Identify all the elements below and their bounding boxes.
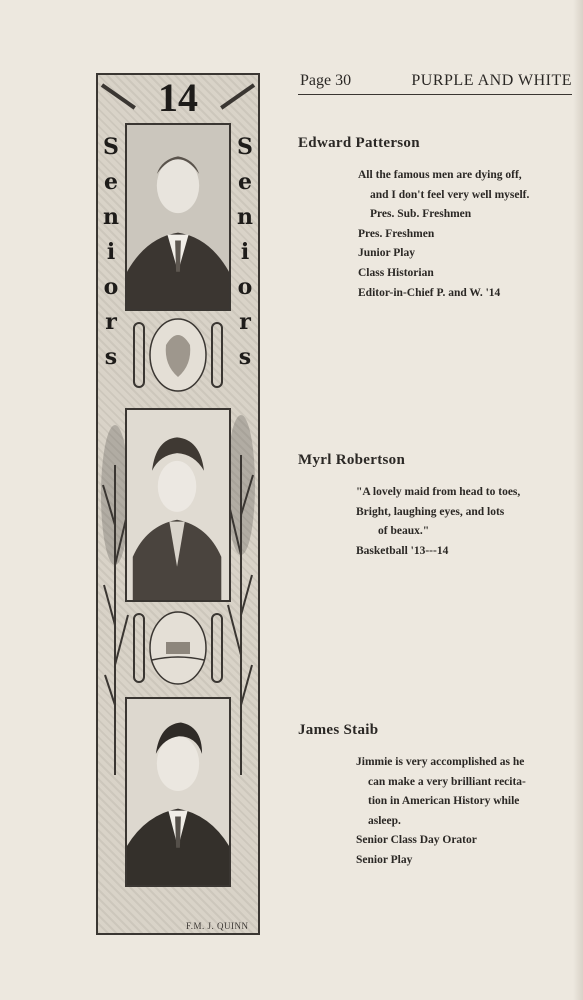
senior-entry-myrl-robertson bbox=[298, 452, 574, 561]
activity-line: Junior Play bbox=[358, 247, 415, 260]
decorative-senior-panel bbox=[96, 73, 260, 935]
banner-letter: e bbox=[238, 169, 252, 195]
portrait-photo-james-staib bbox=[125, 697, 231, 887]
ornamental-cartouche-bottom bbox=[126, 608, 230, 688]
quote-line: "A lovely maid from head to toes, bbox=[356, 486, 521, 498]
activity-line: Basketball '13---14 bbox=[356, 544, 449, 557]
banner-letter: r bbox=[105, 309, 117, 335]
banner-left bbox=[100, 130, 122, 400]
activity-line: Pres. Freshmen bbox=[358, 227, 435, 240]
activity-line: Senior Play bbox=[356, 853, 413, 866]
banner-letter: S bbox=[237, 134, 253, 160]
description-line: tion in American History while bbox=[368, 795, 520, 808]
running-title: PURPLE AND WHITE bbox=[411, 72, 572, 89]
portrait-photo-edward-patterson bbox=[125, 123, 231, 311]
senior-description bbox=[298, 166, 574, 303]
banner-letter: n bbox=[103, 204, 119, 230]
artist-signature: F.M. J. QUINN bbox=[186, 921, 249, 931]
banner-letter: s bbox=[238, 344, 252, 370]
senior-description bbox=[296, 483, 574, 561]
banner-right bbox=[234, 130, 256, 400]
banner-letter: o bbox=[103, 274, 119, 300]
senior-entry-edward-patterson bbox=[298, 135, 574, 303]
quote-line: of beaux." bbox=[378, 525, 430, 538]
ornamental-cartouche-top bbox=[126, 315, 230, 395]
banner-letter: i bbox=[106, 239, 116, 265]
senior-name: Myrl Robertson bbox=[298, 452, 406, 468]
page-header bbox=[298, 70, 572, 95]
activity-line: Senior Class Day Orator bbox=[356, 834, 477, 847]
quote-line: All the famous men are dying off, bbox=[358, 169, 522, 181]
senior-entry-james-staib bbox=[298, 722, 574, 871]
banner-letter: r bbox=[239, 309, 251, 335]
arrow-ornament-left bbox=[101, 83, 136, 109]
activity-line: Class Historian bbox=[358, 266, 434, 279]
banner-letter: o bbox=[237, 274, 253, 300]
banner-letter: i bbox=[240, 239, 250, 265]
page-edge bbox=[573, 0, 583, 1000]
banner-letter: n bbox=[237, 204, 253, 230]
quote-line: and I don't feel very well myself. bbox=[370, 188, 530, 201]
banner-letter: e bbox=[104, 169, 118, 195]
senior-description bbox=[296, 753, 574, 871]
arrow-ornament-right bbox=[220, 83, 255, 109]
banner-letter: s bbox=[104, 344, 118, 370]
description-line: asleep. bbox=[368, 814, 401, 827]
senior-name: James Staib bbox=[298, 722, 379, 738]
description-line: Jimmie is very accomplished as he bbox=[356, 756, 525, 768]
banner-letter: S bbox=[103, 134, 119, 160]
description-line: can make a very brilliant recita- bbox=[368, 775, 526, 788]
senior-name: Edward Patterson bbox=[298, 135, 420, 151]
activity-line: Editor-in-Chief P. and W. '14 bbox=[358, 286, 501, 299]
page-number: Page 30 bbox=[300, 72, 352, 89]
portrait-photo-myrl-robertson bbox=[125, 408, 231, 602]
class-year: 14 bbox=[158, 75, 198, 120]
activity-line: Pres. Sub. Freshmen bbox=[370, 208, 472, 221]
quote-line: Bright, laughing eyes, and lots bbox=[356, 505, 505, 518]
